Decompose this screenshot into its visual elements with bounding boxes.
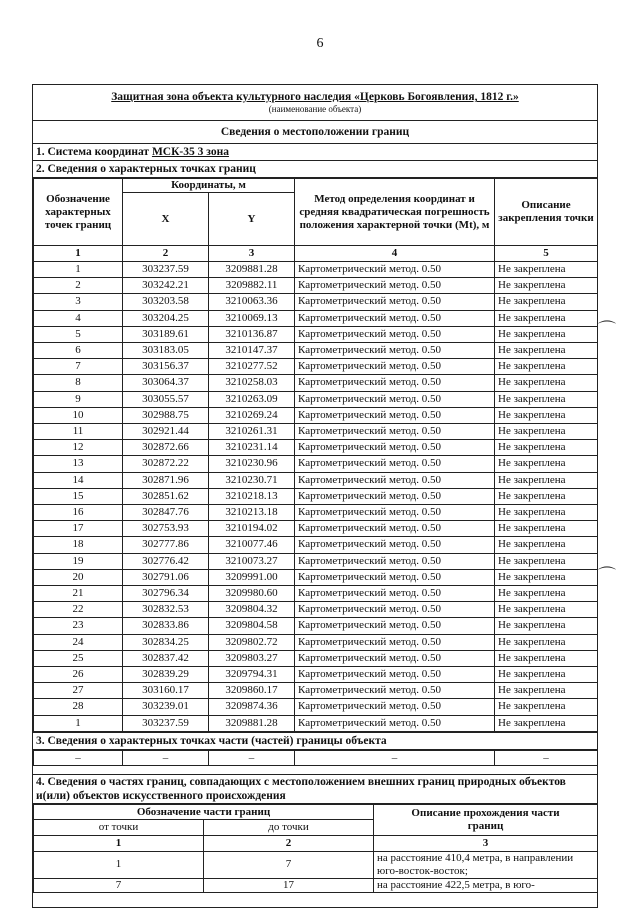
col-to: до точки	[204, 820, 374, 836]
section4-title: 4. Сведения о частях границ, совпадающих с местоположением внешних границ природных объектов и(или) объектов искусственного происхождения	[33, 774, 597, 804]
table-row	[34, 667, 598, 683]
y-coordinate-cell: 3210263.09	[209, 391, 295, 407]
point-number-cell: 1	[34, 715, 123, 731]
point-number-cell: 7	[34, 359, 123, 375]
table-row	[34, 359, 598, 375]
column-index-cell: 2	[123, 246, 209, 262]
point-number-cell: 9	[34, 391, 123, 407]
method-cell: Картометрический метод. 0.50	[295, 699, 495, 715]
table-row	[34, 391, 598, 407]
y-coordinate-cell: 3210073.27	[209, 553, 295, 569]
description-cell: Не закреплена	[495, 391, 598, 407]
dash-cell: –	[34, 750, 123, 765]
method-cell: Картометрический метод. 0.50	[295, 456, 495, 472]
description-cell: Не закреплена	[495, 618, 598, 634]
method-cell: Картометрический метод. 0.50	[295, 521, 495, 537]
method-cell: Картометрический метод. 0.50	[295, 310, 495, 326]
method-cell: Картометрический метод. 0.50	[295, 618, 495, 634]
x-coordinate-cell: 302832.53	[123, 602, 209, 618]
y-coordinate-cell: 3209881.28	[209, 262, 295, 278]
point-number-cell: 27	[34, 683, 123, 699]
y-coordinate-cell: 3209794.31	[209, 667, 295, 683]
column-index-row	[34, 246, 598, 262]
point-number-cell: 11	[34, 424, 123, 440]
table-row	[34, 569, 598, 585]
point-number-cell: 1	[34, 262, 123, 278]
table-row	[34, 586, 598, 602]
table-row	[34, 521, 598, 537]
method-cell: Картометрический метод. 0.50	[295, 359, 495, 375]
x-coordinate-cell: 302791.06	[123, 569, 209, 585]
method-cell: Картометрический метод. 0.50	[295, 326, 495, 342]
column-index-cell: 3	[209, 246, 295, 262]
method-cell: Картометрический метод. 0.50	[295, 278, 495, 294]
table-row	[34, 472, 598, 488]
table-row	[34, 294, 598, 310]
point-number-cell: 19	[34, 553, 123, 569]
table-row	[34, 456, 598, 472]
col-coords: Координаты, м	[123, 179, 295, 193]
column-index-cell: 2	[204, 835, 374, 851]
method-cell: Картометрический метод. 0.50	[295, 586, 495, 602]
method-cell: Картометрический метод. 0.50	[295, 488, 495, 504]
description-cell: Не закреплена	[495, 424, 598, 440]
point-number-cell: 14	[34, 472, 123, 488]
description-cell: Не закреплена	[495, 553, 598, 569]
to-point-cell: 7	[204, 851, 374, 878]
section3-row	[34, 750, 598, 765]
x-coordinate-cell: 303242.21	[123, 278, 209, 294]
method-cell: Картометрический метод. 0.50	[295, 715, 495, 731]
method-cell: Картометрический метод. 0.50	[295, 602, 495, 618]
method-cell: Картометрический метод. 0.50	[295, 407, 495, 423]
description-cell: Не закреплена	[495, 359, 598, 375]
x-coordinate-cell: 303156.37	[123, 359, 209, 375]
col-description: Описание закрепления точки	[495, 179, 598, 246]
table-row	[34, 634, 598, 650]
x-coordinate-cell: 302776.42	[123, 553, 209, 569]
method-cell: Картометрический метод. 0.50	[295, 683, 495, 699]
y-coordinate-cell: 3209881.28	[209, 715, 295, 731]
y-coordinate-cell: 3210147.37	[209, 343, 295, 359]
document-frame	[32, 84, 598, 908]
point-number-cell: 23	[34, 618, 123, 634]
x-coordinate-cell: 302833.86	[123, 618, 209, 634]
y-coordinate-cell: 3209803.27	[209, 650, 295, 666]
y-coordinate-cell: 3210213.18	[209, 505, 295, 521]
y-coordinate-cell: 3210063.36	[209, 294, 295, 310]
x-coordinate-cell: 303239.01	[123, 699, 209, 715]
x-coordinate-cell: 303183.05	[123, 343, 209, 359]
section3-table	[33, 750, 598, 766]
part-description-cell: на расстояние 410,4 метра, в направлении юго-восток-восток;	[374, 851, 598, 878]
y-coordinate-cell: 3210261.31	[209, 424, 295, 440]
coordinate-system-line	[33, 144, 597, 161]
table-row	[34, 715, 598, 731]
point-number-cell: 2	[34, 278, 123, 294]
description-cell: Не закреплена	[495, 326, 598, 342]
table-row	[34, 424, 598, 440]
section-heading: Сведения о местоположении границ	[33, 120, 597, 144]
x-coordinate-cell: 302921.44	[123, 424, 209, 440]
description-cell: Не закреплена	[495, 294, 598, 310]
column-index-cell: 4	[295, 246, 495, 262]
table-row	[34, 505, 598, 521]
method-cell: Картометрический метод. 0.50	[295, 424, 495, 440]
x-coordinate-cell: 303204.25	[123, 310, 209, 326]
point-number-cell: 25	[34, 650, 123, 666]
description-cell: Не закреплена	[495, 472, 598, 488]
table-row	[34, 326, 598, 342]
x-coordinate-cell: 303189.61	[123, 326, 209, 342]
point-number-cell: 24	[34, 634, 123, 650]
table-row	[34, 699, 598, 715]
x-coordinate-cell: 303237.59	[123, 262, 209, 278]
table-row	[34, 262, 598, 278]
description-cell: Не закреплена	[495, 667, 598, 683]
y-coordinate-cell: 3209882.11	[209, 278, 295, 294]
description-cell: Не закреплена	[495, 569, 598, 585]
x-coordinate-cell: 303237.59	[123, 715, 209, 731]
y-coordinate-cell: 3209991.00	[209, 569, 295, 585]
method-cell: Картометрический метод. 0.50	[295, 553, 495, 569]
method-cell: Картометрический метод. 0.50	[295, 650, 495, 666]
y-coordinate-cell: 3210194.02	[209, 521, 295, 537]
page-number: 6	[316, 36, 324, 51]
point-number-cell: 12	[34, 440, 123, 456]
x-coordinate-cell: 302872.22	[123, 456, 209, 472]
method-cell: Картометрический метод. 0.50	[295, 294, 495, 310]
method-cell: Картометрический метод. 0.50	[295, 440, 495, 456]
y-coordinate-cell: 3209804.32	[209, 602, 295, 618]
point-number-cell: 26	[34, 667, 123, 683]
part-description-cell: на расстояние 422,5 метра, в юго-	[374, 878, 598, 892]
dash-cell: –	[495, 750, 598, 765]
points-table	[33, 178, 598, 732]
point-number-cell: 21	[34, 586, 123, 602]
table-row	[34, 618, 598, 634]
description-cell: Не закреплена	[495, 683, 598, 699]
description-cell: Не закреплена	[495, 505, 598, 521]
table-row	[34, 602, 598, 618]
description-cell: Не закреплена	[495, 343, 598, 359]
method-cell: Картометрический метод. 0.50	[295, 472, 495, 488]
description-cell: Не закреплена	[495, 440, 598, 456]
section3-title: 3. Сведения о характерных точках части (частей) границы объекта	[33, 732, 597, 750]
y-coordinate-cell: 3210230.71	[209, 472, 295, 488]
description-cell: Не закреплена	[495, 586, 598, 602]
col-method: Метод определения координат и средняя квадратическая погрешность положения характерной точки (Mt), м	[295, 179, 495, 246]
method-cell: Картометрический метод. 0.50	[295, 343, 495, 359]
from-point-cell: 1	[34, 851, 204, 878]
column-index-cell: 1	[34, 246, 123, 262]
y-coordinate-cell: 3210218.13	[209, 488, 295, 504]
x-coordinate-cell: 302872.66	[123, 440, 209, 456]
table-row	[34, 650, 598, 666]
section4-body	[34, 851, 598, 892]
y-coordinate-cell: 3210231.14	[209, 440, 295, 456]
x-coordinate-cell: 302871.96	[123, 472, 209, 488]
method-cell: Картометрический метод. 0.50	[295, 391, 495, 407]
y-coordinate-cell: 3209874.36	[209, 699, 295, 715]
description-cell: Не закреплена	[495, 456, 598, 472]
point-number-cell: 13	[34, 456, 123, 472]
x-coordinate-cell: 302777.86	[123, 537, 209, 553]
section2-title: 2. Сведения о характерных точках границ	[33, 161, 597, 178]
table-row	[34, 851, 598, 878]
x-coordinate-cell: 302834.25	[123, 634, 209, 650]
method-cell: Картометрический метод. 0.50	[295, 262, 495, 278]
coordinate-system-value: МСК-35 3 зона	[151, 146, 229, 158]
point-number-cell: 3	[34, 294, 123, 310]
margin-hook-mark: ⌒	[598, 566, 616, 586]
description-cell: Не закреплена	[495, 262, 598, 278]
x-coordinate-cell: 303203.58	[123, 294, 209, 310]
description-cell: Не закреплена	[495, 715, 598, 731]
point-number-cell: 18	[34, 537, 123, 553]
column-index-row	[34, 835, 598, 851]
description-cell: Не закреплена	[495, 310, 598, 326]
point-number-cell: 22	[34, 602, 123, 618]
description-cell: Не закреплена	[495, 699, 598, 715]
point-number-cell: 6	[34, 343, 123, 359]
table-row	[34, 878, 598, 892]
table-row	[34, 375, 598, 391]
point-number-cell: 8	[34, 375, 123, 391]
col-y: Y	[209, 193, 295, 246]
y-coordinate-cell: 3209804.58	[209, 618, 295, 634]
description-cell: Не закреплена	[495, 634, 598, 650]
description-cell: Не закреплена	[495, 602, 598, 618]
table-row	[34, 553, 598, 569]
y-coordinate-cell: 3210069.13	[209, 310, 295, 326]
y-coordinate-cell: 3210136.87	[209, 326, 295, 342]
column-index-cell: 5	[495, 246, 598, 262]
col-part-designation: Обозначение части границ	[34, 804, 374, 820]
table-row	[34, 278, 598, 294]
table-row	[34, 537, 598, 553]
section4-table	[33, 804, 598, 893]
y-coordinate-cell: 3210269.24	[209, 407, 295, 423]
x-coordinate-cell: 303160.17	[123, 683, 209, 699]
description-cell: Не закреплена	[495, 521, 598, 537]
table-row	[34, 310, 598, 326]
from-point-cell: 7	[34, 878, 204, 892]
document-subtitle: (наименование объекта)	[268, 104, 362, 114]
y-coordinate-cell: 3210258.03	[209, 375, 295, 391]
description-cell: Не закреплена	[495, 650, 598, 666]
point-number-cell: 17	[34, 521, 123, 537]
col-x: X	[123, 193, 209, 246]
method-cell: Картометрический метод. 0.50	[295, 667, 495, 683]
description-cell: Не закреплена	[495, 488, 598, 504]
point-number-cell: 10	[34, 407, 123, 423]
method-cell: Картометрический метод. 0.50	[295, 375, 495, 391]
method-cell: Картометрический метод. 0.50	[295, 634, 495, 650]
table-row	[34, 683, 598, 699]
y-coordinate-cell: 3209802.72	[209, 634, 295, 650]
x-coordinate-cell: 302796.34	[123, 586, 209, 602]
point-number-cell: 5	[34, 326, 123, 342]
y-coordinate-cell: 3210230.96	[209, 456, 295, 472]
col-designation: Обозначение характерных точек границ	[34, 179, 123, 246]
x-coordinate-cell: 302847.76	[123, 505, 209, 521]
y-coordinate-cell: 3209860.17	[209, 683, 295, 699]
table-row	[34, 488, 598, 504]
x-coordinate-cell: 302753.93	[123, 521, 209, 537]
y-coordinate-cell: 3209980.60	[209, 586, 295, 602]
dash-cell: –	[295, 750, 495, 765]
document-title: Защитная зона объекта культурного наследия «Церковь Богоявления, 1812 г.»	[111, 91, 519, 103]
point-number-cell: 28	[34, 699, 123, 715]
method-cell: Картометрический метод. 0.50	[295, 505, 495, 521]
col-part-description: Описание прохождения части границ	[374, 804, 598, 835]
point-number-cell: 15	[34, 488, 123, 504]
description-cell: Не закреплена	[495, 407, 598, 423]
x-coordinate-cell: 302851.62	[123, 488, 209, 504]
description-cell: Не закреплена	[495, 278, 598, 294]
to-point-cell: 17	[204, 878, 374, 892]
y-coordinate-cell: 3210077.46	[209, 537, 295, 553]
x-coordinate-cell: 303064.37	[123, 375, 209, 391]
points-body	[34, 262, 598, 732]
x-coordinate-cell: 302837.42	[123, 650, 209, 666]
x-coordinate-cell: 302839.29	[123, 667, 209, 683]
margin-hook-mark: ⌒	[598, 320, 616, 340]
column-index-cell: 1	[34, 835, 204, 851]
description-cell: Не закреплена	[495, 537, 598, 553]
dash-cell: –	[209, 750, 295, 765]
dash-cell: –	[123, 750, 209, 765]
method-cell: Картометрический метод. 0.50	[295, 537, 495, 553]
point-number-cell: 16	[34, 505, 123, 521]
col-from: от точки	[34, 820, 204, 836]
coordinate-system-label: 1. Система координат	[36, 146, 152, 158]
table-row	[34, 440, 598, 456]
table-row	[34, 407, 598, 423]
point-number-cell: 4	[34, 310, 123, 326]
method-cell: Картометрический метод. 0.50	[295, 569, 495, 585]
point-number-cell: 20	[34, 569, 123, 585]
x-coordinate-cell: 303055.57	[123, 391, 209, 407]
x-coordinate-cell: 302988.75	[123, 407, 209, 423]
table-row	[34, 343, 598, 359]
column-index-cell: 3	[374, 835, 598, 851]
description-cell: Не закреплена	[495, 375, 598, 391]
y-coordinate-cell: 3210277.52	[209, 359, 295, 375]
